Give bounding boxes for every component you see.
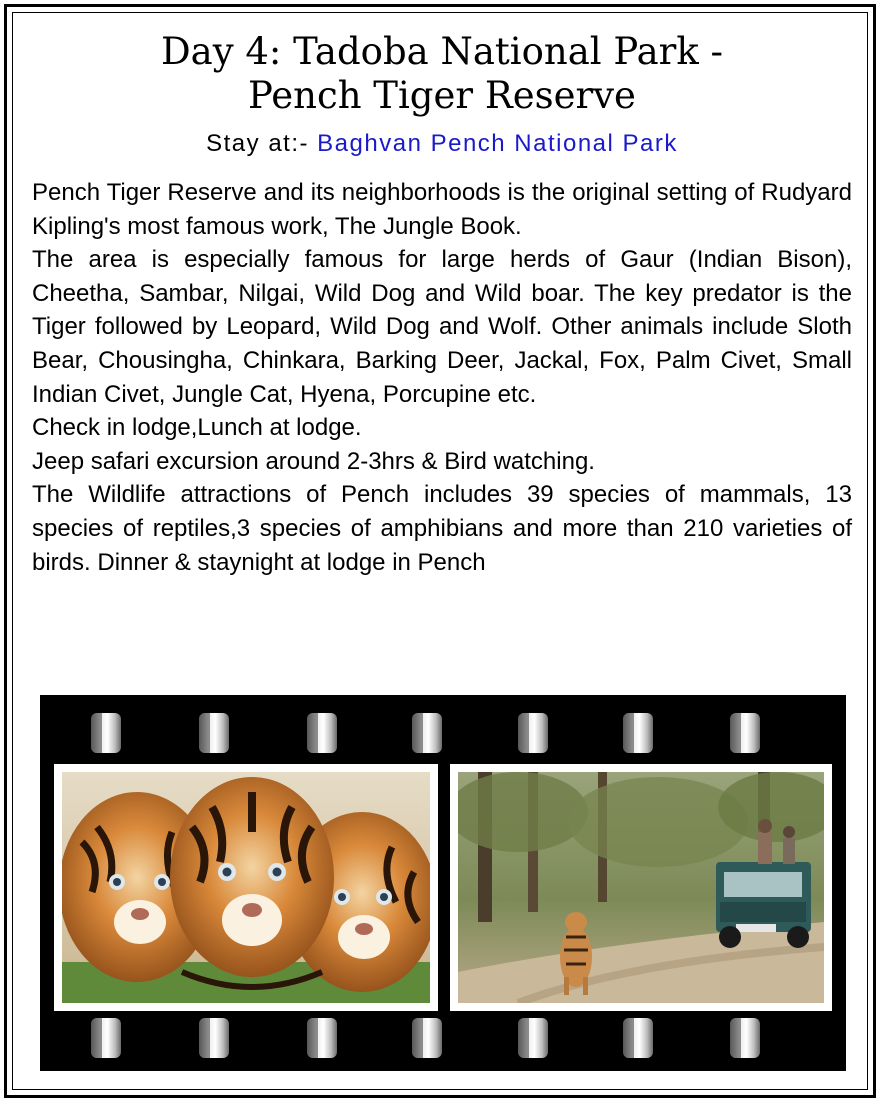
photo-frame-right — [450, 764, 832, 1011]
sprocket-hole — [307, 713, 337, 753]
sprocket-hole — [623, 1018, 653, 1058]
sprocket-hole — [199, 1018, 229, 1058]
photo-frame-left — [54, 764, 438, 1011]
stay-place-link[interactable]: Baghvan Pench National Park — [317, 130, 678, 157]
stay-line — [0, 130, 884, 158]
title-line-1: Day 4: Tadoba National Park - — [160, 30, 724, 73]
sprocket-hole — [518, 713, 548, 753]
sprocket-row-top — [40, 713, 846, 757]
title-line-2: Pench Tiger Reserve — [248, 74, 636, 117]
paragraph-attractions: The Wildlife attractions of Pench includes 39 species of mammals, 13 species of reptiles,3 species of amphibians and more than 210 varieties of birds. Dinner & staynight at lodge in Pench — [32, 481, 852, 576]
paragraph-animals: The area is especially famous for large herds of Gaur (Indian Bison), Cheetha, Sambar, Nilgai, Wild Dog and Wild boar. The key predator is the Tiger followed by Leopard, Wild Dog and Wolf. Other animals include Sloth Bear, Chousingha, Chinkara, Barking Deer, Jackal, Fox, Palm Civet, Small Indian Civet, Jungle Cat, Hyena, Porcupine etc. — [32, 246, 852, 408]
tiger-cubs-photo — [62, 772, 430, 1003]
sprocket-hole — [623, 713, 653, 753]
jeep-safari-tiger-photo — [458, 772, 824, 1003]
sprocket-hole — [91, 1018, 121, 1058]
stay-label: Stay at:- — [206, 130, 318, 157]
paragraph-setting: Pench Tiger Reserve and its neighborhoods is the original setting of Rudyard Kipling's most famous work, The Jungle Book. — [32, 179, 852, 240]
itinerary-description — [32, 176, 852, 579]
sprocket-hole — [730, 1018, 760, 1058]
sprocket-hole — [518, 1018, 548, 1058]
sprocket-row-bottom — [40, 1018, 846, 1062]
paragraph-checkin: Check in lodge,Lunch at lodge. — [32, 414, 362, 442]
film-strip — [40, 695, 846, 1071]
sprocket-hole — [412, 713, 442, 753]
sprocket-hole — [730, 713, 760, 753]
sprocket-hole — [412, 1018, 442, 1058]
paragraph-safari: Jeep safari excursion around 2-3hrs & Bird watching. — [32, 447, 595, 475]
page-title — [0, 30, 884, 118]
sprocket-hole — [199, 713, 229, 753]
sprocket-hole — [91, 713, 121, 753]
sprocket-hole — [307, 1018, 337, 1058]
